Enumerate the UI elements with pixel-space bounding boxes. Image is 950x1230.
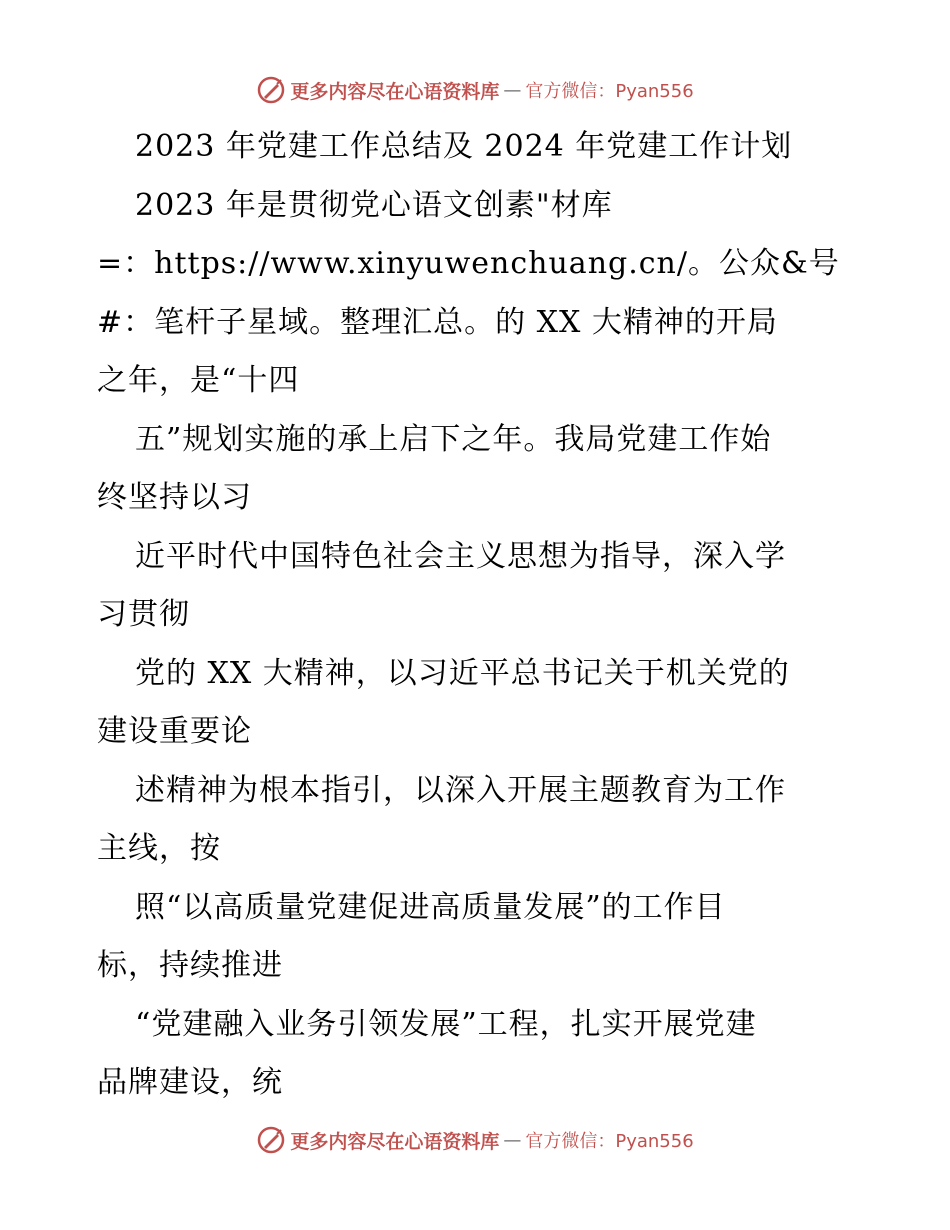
text-line: 述精神为根本指引，以深入开展主题教育为工作 (135, 772, 786, 808)
watermark-separator: — (503, 79, 522, 101)
quill-seal-icon (256, 1125, 286, 1155)
watermark-brand-text: 更多内容尽在心语资料库 (290, 80, 500, 103)
watermark-contact-text: 官方微信：Pyan556 (525, 1131, 694, 1152)
text-line: 党的 XX 大精神，以习近平总书记关于机关党的 (135, 655, 790, 691)
text-line: 近平时代中国特色社会主义思想为指导，深入学 (135, 538, 786, 574)
text-line: #：笔杆子星域。整理汇总。的 XX 大精神的开局 (97, 304, 778, 340)
text-line: 习贯彻 (97, 597, 190, 632)
watermark-brand-text: 更多内容尽在心语资料库 (290, 1130, 500, 1153)
document-body (97, 118, 867, 1113)
text-line: 主线，按 (97, 831, 221, 866)
text-line: 之年，是“十四 (97, 363, 300, 398)
text-line: 建设重要论 (97, 714, 252, 749)
quill-seal-icon (256, 75, 286, 105)
watermark-separator: — (503, 1129, 522, 1151)
text-line: “党建融入业务引领发展”工程，扎实开展党建 (135, 1006, 757, 1042)
text-line: 2023 年是贯彻党心语文创素"材库 (135, 187, 613, 223)
text-line: 品牌建设，统 (97, 1065, 283, 1100)
text-line: =：https://www.xinyuwenchuang.cn/。公众&号 (97, 246, 840, 281)
text-line: 标，持续推进 (97, 948, 283, 983)
footer-watermark-banner (0, 1120, 950, 1160)
header-watermark-banner (0, 70, 950, 110)
text-line: 照“以高质量党建促进高质量发展”的工作目 (135, 889, 726, 925)
text-line: 五”规划实施的承上启下之年。我局党建工作始 (135, 421, 772, 457)
text-line: 终坚持以习 (97, 480, 252, 515)
watermark-contact-text: 官方微信：Pyan556 (525, 81, 694, 102)
text-line: 2023 年党建工作总结及 2024 年党建工作计划 (135, 129, 793, 164)
